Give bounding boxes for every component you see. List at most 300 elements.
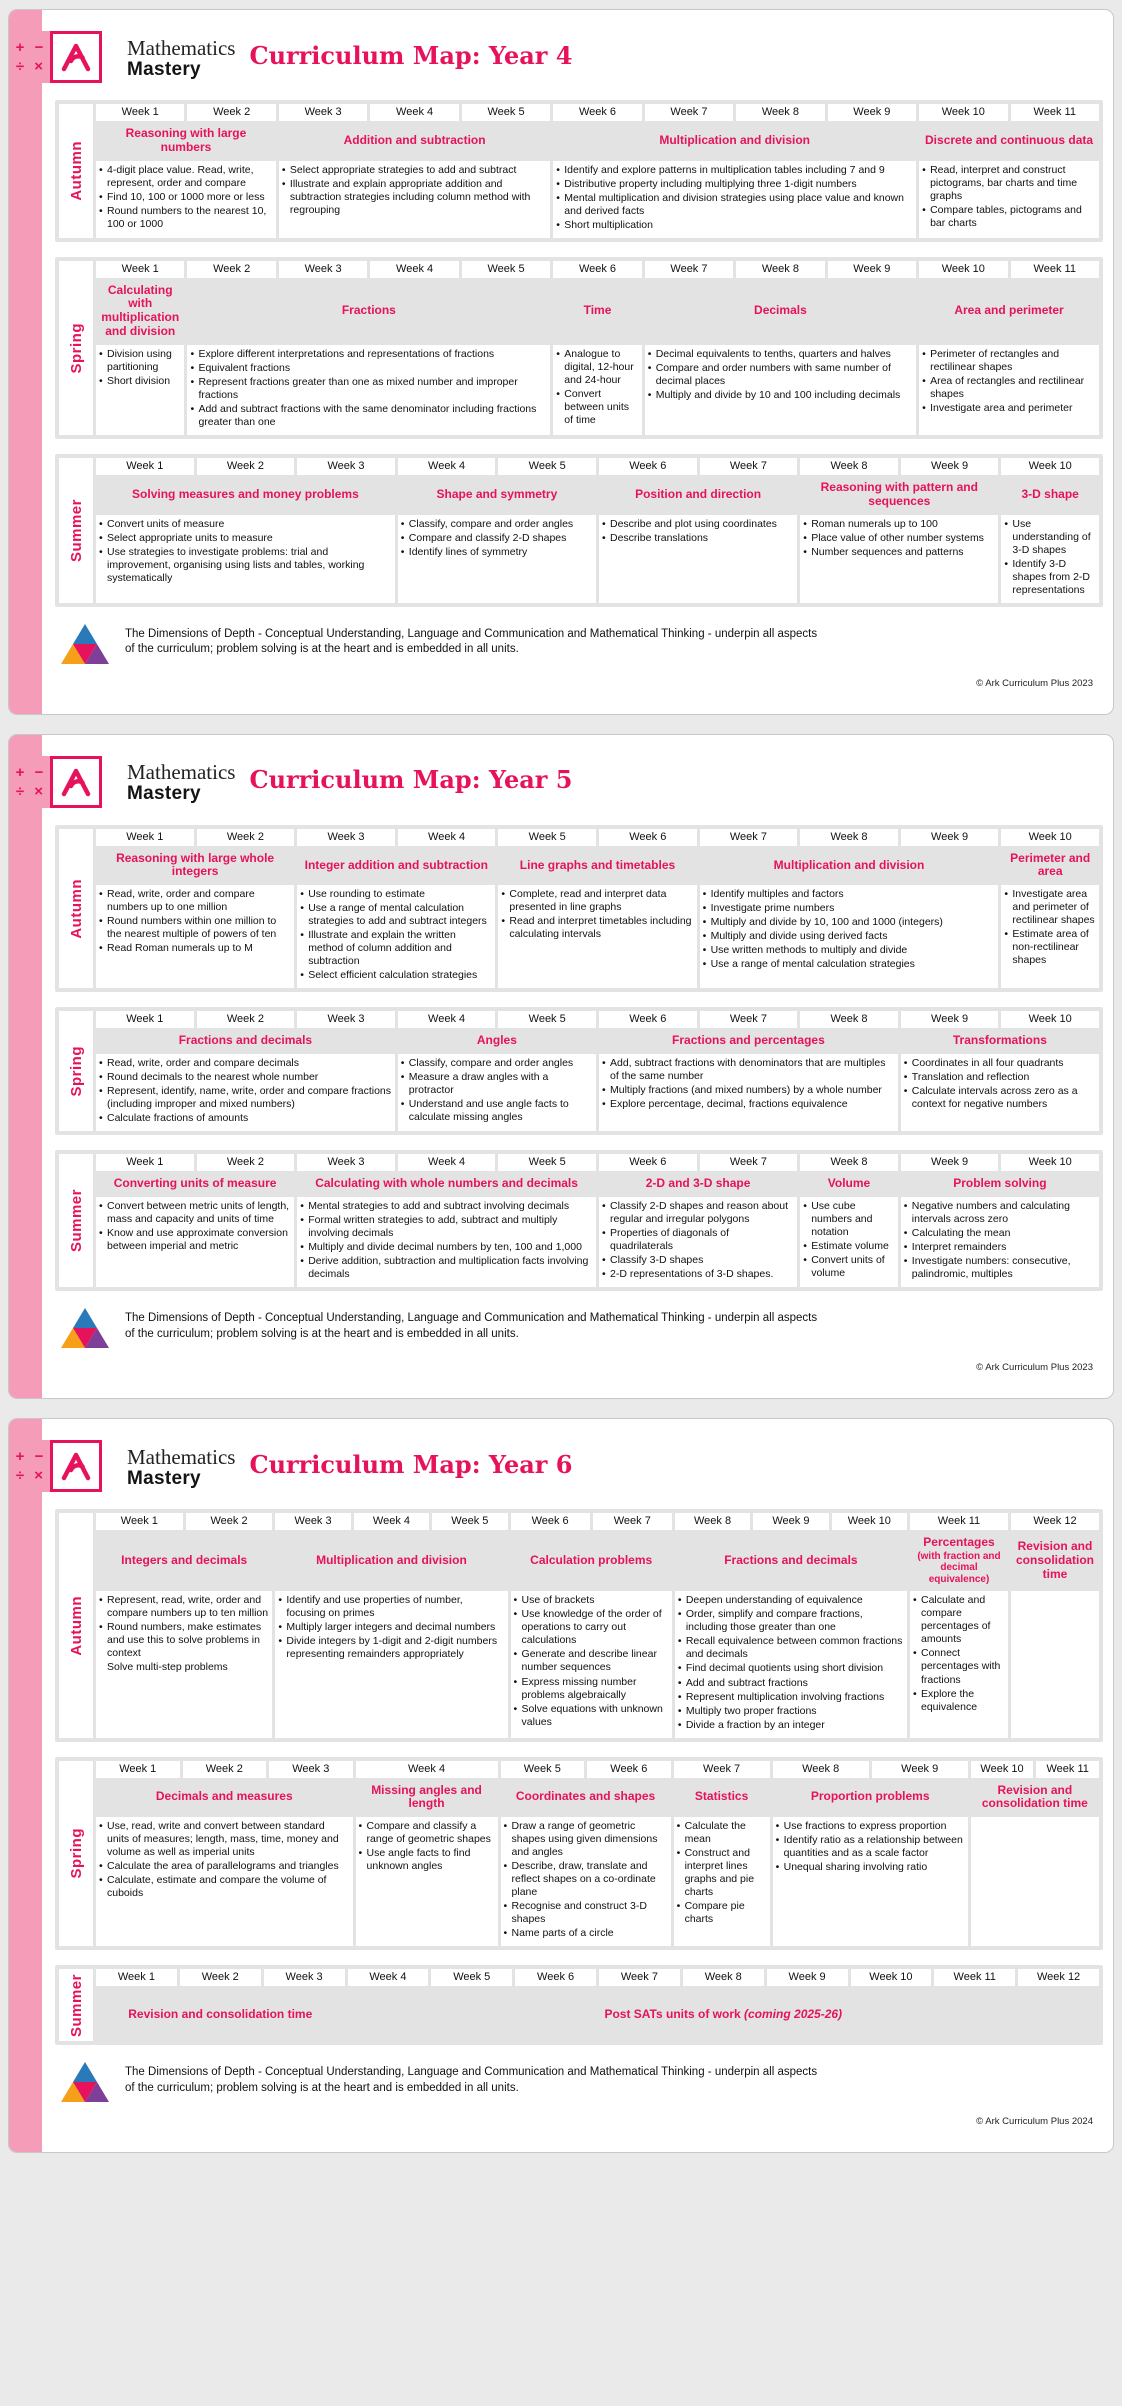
bullet-item: • Convert between metric units of length, mass and capacity and units of time <box>99 1200 291 1226</box>
bullet-item: • Calculating the mean <box>904 1227 1096 1240</box>
unit-content <box>498 885 696 988</box>
week-header: Week 2 <box>197 829 295 846</box>
week-header: Week 7 <box>674 1761 770 1778</box>
week-header: Week 3 <box>275 1513 350 1530</box>
unit-title <box>599 1174 797 1194</box>
unit-bullet-list <box>190 348 547 429</box>
bullet-item: • Complete, read and interpret data presented in line graphs <box>501 888 693 914</box>
unit-title-text: Reasoning with large whole integers <box>116 850 275 879</box>
ops-row-2: ÷ × <box>15 782 47 800</box>
unit-title <box>599 1031 898 1051</box>
bullet-item: • Investigate area and perimeter <box>922 402 1096 415</box>
unit-bullet-list <box>602 518 794 545</box>
week-header: Week 6 <box>599 1154 697 1171</box>
week-header: Week 4 <box>348 1969 429 1986</box>
bullet-item: • Use a range of mental calculation strategies <box>703 958 996 971</box>
footer-text: The Dimensions of Depth - Conceptual Understanding, Language and Communication and Mathematical Thinking - underpin all aspects of the curriculum; problem solving is at the heart and is embedded in all units. <box>125 2066 818 2094</box>
bullet-item: • Place value of other number systems <box>803 532 995 545</box>
bullet-item: • Use understanding of 3-D shapes <box>1004 518 1096 557</box>
bullet-item: • Calculate, estimate and compare the volume of cuboids <box>99 1874 350 1900</box>
bullet-item: • Illustrate and explain appropriate addition and subtraction strategies including column method with regrouping <box>282 178 547 217</box>
week-header: Week 6 <box>587 1761 671 1778</box>
unit-title <box>348 1989 1100 2041</box>
bullet-item: • Connect percentages with fractions <box>913 1647 1005 1686</box>
unit-title <box>800 478 998 512</box>
bullet-item: • Find 10, 100 or 1000 more or less <box>99 191 273 204</box>
unit-title-text: 2-D and 3-D shape <box>645 1176 751 1191</box>
unit-bullet-list <box>501 888 693 941</box>
unit-content <box>96 345 184 435</box>
card-header <box>15 743 1103 823</box>
unit-title-text: Revision and consolidation time <box>981 1782 1088 1811</box>
unit-content <box>501 1817 671 1946</box>
bullet-item: • Describe translations <box>602 532 794 545</box>
bullet-item: • Explore different interpretations and representations of fractions <box>190 348 547 361</box>
unit-title <box>297 849 495 883</box>
unit-title <box>297 1174 596 1194</box>
week-header: Week 8 <box>800 1011 898 1028</box>
unit-bullet-list <box>648 348 913 402</box>
bullet-item: • Explore the equivalence <box>913 1688 1005 1714</box>
triangle-blue <box>73 2062 97 2082</box>
term-autumn <box>55 100 1103 242</box>
unit-title <box>96 1533 272 1588</box>
bullet-item: • Interpret remainders <box>904 1241 1096 1254</box>
bullet-item: • Estimate volume <box>803 1240 895 1253</box>
unit-title-text: Calculating with multiplication and division <box>101 282 180 339</box>
season-label-text: Spring <box>67 322 85 374</box>
unit-content <box>96 161 276 238</box>
unit-bullet-list <box>99 1594 269 1674</box>
week-header: Week 5 <box>431 1969 512 1986</box>
week-header: Week 5 <box>432 1513 507 1530</box>
unit-content <box>773 1817 968 1946</box>
week-header: Week 3 <box>297 458 395 475</box>
bullet-item: • Express missing number problems algebraically <box>514 1676 669 1702</box>
term-spring <box>55 1007 1103 1135</box>
brand-mathematics: Mathematics <box>127 35 236 60</box>
bullet-item: • Mental multiplication and division strategies using place value and known and derived facts <box>556 192 913 218</box>
week-header: Week 10 <box>1001 829 1099 846</box>
brand-text <box>127 1445 235 1490</box>
bullet-item: • Know and use approximate conversion between imperial and metric <box>99 1227 291 1253</box>
week-header: Week 3 <box>297 1154 395 1171</box>
dimensions-of-depth-logo-icon <box>61 1306 109 1348</box>
unit-bullet-list <box>922 348 1096 415</box>
unit-title <box>398 1031 596 1051</box>
unit-title-text: Multiplication and division <box>773 857 925 872</box>
unit-bullet-list <box>904 1057 1096 1111</box>
unit-content <box>511 1591 672 1737</box>
card-accent-stripe <box>9 10 42 714</box>
unit-title <box>919 124 1099 158</box>
bullet-item: • Classify 3-D shapes <box>602 1254 794 1267</box>
bullet-item: • Number sequences and patterns <box>803 546 995 559</box>
unit-title-text: Integer addition and subtraction <box>304 857 488 872</box>
week-header: Week 2 <box>183 1761 267 1778</box>
unit-title-text: Problem solving <box>953 1176 1047 1191</box>
unit-title-text: Shape and symmetry <box>436 486 558 501</box>
unit-title-text: Decimals <box>754 303 807 318</box>
bullet-item: • Formal written strategies to add, subtract and multiply involving decimals <box>300 1214 593 1240</box>
bullet-item: • Recall equivalence between common fractions and decimals <box>678 1635 904 1661</box>
week-header: Week 4 <box>354 1513 429 1530</box>
bullet-item: • Round numbers to the nearest 10, 100 or 1000 <box>99 205 273 231</box>
bullet-item: • Investigate numbers: consecutive, palindromic, multiples <box>904 1255 1096 1281</box>
unit-bullet-list <box>99 164 273 231</box>
bullet-item: • Multiply and divide by 10 and 100 including decimals <box>648 389 913 402</box>
bullet-item: • Short multiplication <box>556 219 913 232</box>
page-title: Curriculum Map: Year 5 <box>249 765 573 795</box>
unit-bullet-list <box>602 1200 794 1281</box>
bullet-item: • Multiply and divide using derived facts <box>703 930 996 943</box>
unit-title-text: Proportion problems <box>810 1789 930 1804</box>
week-header: Week 1 <box>96 458 194 475</box>
page-title: Curriculum Map: Year 4 <box>249 40 573 70</box>
math-operations-icon <box>12 31 50 83</box>
unit-bullet-list <box>602 1057 895 1111</box>
week-header: Week 8 <box>800 1154 898 1171</box>
unit-title <box>674 1781 770 1815</box>
ark-logo-icon <box>50 1440 102 1492</box>
unit-content <box>1001 885 1099 988</box>
bullet-item: • Use knowledge of the order of operations to carry out calculations <box>514 1608 669 1647</box>
unit-title <box>279 124 550 158</box>
unit-title <box>96 478 395 512</box>
unit-content <box>356 1817 498 1946</box>
unit-title-text: Integers and decimals <box>121 1552 248 1567</box>
unit-title-text: Calculating with whole numbers and decimals <box>315 1176 578 1191</box>
unit-content <box>971 1817 1099 1946</box>
bullet-item: • Deepen understanding of equivalence <box>678 1594 904 1607</box>
week-header: Week 9 <box>901 1154 999 1171</box>
copyright: © Ark Curriculum Plus 2024 <box>976 2116 1093 2128</box>
bullet-item: • Equivalent fractions <box>190 362 547 375</box>
week-header: Week 6 <box>515 1969 596 1986</box>
week-header: Week 12 <box>1018 1969 1099 1986</box>
season-label-text: Autumn <box>67 878 85 939</box>
bullet-item: • Derive addition, subtraction and multiplication facts involving decimals <box>300 1255 593 1281</box>
week-header: Week 1 <box>96 104 184 121</box>
week-header: Week 11 <box>910 1513 1008 1530</box>
week-header: Week 1 <box>96 1011 194 1028</box>
week-header: Week 3 <box>297 829 395 846</box>
bullet-item: • Investigate area and perimeter of rectilinear shapes <box>1004 888 1096 927</box>
unit-bullet-list <box>677 1820 767 1926</box>
triangle-red <box>73 2082 97 2102</box>
bullet-item: • Round numbers within one million to the nearest multiple of powers of ten <box>99 915 291 941</box>
unit-title-text: Reasoning with pattern and sequences <box>820 479 978 508</box>
week-header: Week 7 <box>700 829 798 846</box>
week-header: Week 5 <box>501 1761 585 1778</box>
bullet-item: • Convert between units of time <box>556 388 638 427</box>
bullet-item: • Unequal sharing involving ratio <box>776 1861 965 1874</box>
week-header: Week 11 <box>934 1969 1015 1986</box>
unit-content <box>96 1197 294 1287</box>
unit-title <box>910 1533 1008 1588</box>
bullet-item: • Select appropriate units to measure <box>99 532 392 545</box>
week-header: Week 7 <box>700 1011 798 1028</box>
unit-bullet-list <box>99 1200 291 1253</box>
unit-title-text: Multiplication and division <box>659 132 810 147</box>
bullet-item: • Divide a fraction by an integer <box>678 1719 904 1732</box>
week-header: Week 10 <box>1001 1011 1099 1028</box>
triangle-blue <box>73 1308 97 1328</box>
unit-bullet-list <box>1004 888 1096 967</box>
unit-title-text: Decimals and measures <box>155 1789 293 1804</box>
week-header: Week 9 <box>901 458 999 475</box>
week-header: Week 7 <box>599 1969 680 1986</box>
card-accent-stripe <box>9 735 42 1398</box>
brand-mastery: Mastery <box>127 783 201 805</box>
week-header: Week 2 <box>197 458 295 475</box>
bullet-item: • Roman numerals up to 100 <box>803 518 995 531</box>
bullet-item: • Add and subtract fractions with the same denominator including fractions greater than one <box>190 403 547 429</box>
unit-content <box>398 1054 596 1131</box>
week-header: Week 3 <box>279 261 367 278</box>
week-header: Week 12 <box>1011 1513 1099 1530</box>
week-header: Week 4 <box>370 261 458 278</box>
unit-title <box>700 849 999 883</box>
bullet-item: • Coordinates in all four quadrants <box>904 1057 1096 1070</box>
unit-bullet-list <box>300 888 492 982</box>
unit-content <box>187 345 550 435</box>
unit-content <box>553 345 641 435</box>
unit-content <box>96 515 395 603</box>
unit-bullet-list <box>913 1594 1005 1713</box>
bullet-item: • Draw a range of geometric shapes using given dimensions and angles <box>504 1820 668 1859</box>
unit-title <box>919 281 1099 342</box>
bullet-item: • Perimeter of rectangles and rectilinear shapes <box>922 348 1096 374</box>
week-header: Week 6 <box>553 104 641 121</box>
unit-bullet-list <box>99 348 181 388</box>
week-header: Week 9 <box>901 1011 999 1028</box>
unit-bullet-list <box>514 1594 669 1728</box>
unit-bullet-list <box>1004 518 1096 597</box>
bullet-item: • Compare pie charts <box>677 1900 767 1926</box>
unit-bullet-list <box>401 518 593 559</box>
triangle-blue <box>73 624 97 644</box>
term-summer <box>55 454 1103 607</box>
bullet-item: • 4-digit place value. Read, write, represent, order and compare <box>99 164 273 190</box>
unit-title-text: Transformations <box>952 1033 1047 1048</box>
bullet-item: • Identify lines of symmetry <box>401 546 593 559</box>
unit-content <box>800 1197 898 1287</box>
unit-title <box>1011 1533 1099 1588</box>
week-header: Week 10 <box>832 1513 907 1530</box>
week-header: Week 11 <box>1011 104 1099 121</box>
week-header: Week 5 <box>498 1154 596 1171</box>
brand-mastery: Mastery <box>127 58 201 80</box>
bullet-item: • Decimal equivalents to tenths, quarters and halves <box>648 348 913 361</box>
season-label-text: Spring <box>67 1046 85 1097</box>
week-header: Week 3 <box>264 1969 345 1986</box>
week-header: Week 8 <box>800 829 898 846</box>
bullet-item: • Add and subtract fractions <box>678 1677 904 1690</box>
unit-content <box>1001 515 1099 603</box>
unit-content <box>96 1817 353 1946</box>
week-header: Week 6 <box>511 1513 590 1530</box>
bullet-item: • Explore percentage, decimal, fractions equivalence <box>602 1098 895 1111</box>
season-label-text: Summer <box>67 1973 85 2037</box>
unit-content <box>553 161 916 238</box>
unit-title-text: Line graphs and timetables <box>519 857 676 872</box>
bullet-item: • Calculate the area of parallelograms and triangles <box>99 1860 350 1873</box>
season-label <box>59 104 93 238</box>
unit-bullet-list <box>282 164 547 217</box>
week-header: Week 8 <box>675 1513 750 1530</box>
card-footer <box>55 622 1103 708</box>
bullet-item: • Read, write, order and compare numbers up to one million <box>99 888 291 914</box>
unit-content <box>96 885 294 988</box>
unit-title <box>96 281 184 342</box>
brand-text <box>127 760 235 805</box>
season-label-text: Spring <box>67 1828 85 1879</box>
unit-title <box>901 1174 1099 1194</box>
ops-row-2: ÷ × <box>15 1467 47 1485</box>
unit-title-text: Fractions and decimals <box>724 1552 858 1567</box>
unit-bullet-list <box>99 1057 392 1125</box>
week-header: Week 9 <box>872 1761 968 1778</box>
term-spring <box>55 1757 1103 1951</box>
bullet-item: • Investigate prime numbers <box>703 902 996 915</box>
unit-title <box>187 281 550 342</box>
year-card <box>8 734 1114 1399</box>
bullet-item: • Convert units of volume <box>803 1254 895 1280</box>
week-header: Week 10 <box>1001 1154 1099 1171</box>
bullet-item: • Use cube numbers and notation <box>803 1200 895 1239</box>
triangle-row <box>61 2082 109 2102</box>
bullet-item: • Identify and use properties of number, focusing on primes <box>278 1594 504 1620</box>
bullet-item: • Represent fractions greater than one as mixed number and improper fractions <box>190 376 547 402</box>
unit-title-italic: (coming 2025-26) <box>744 2007 843 2022</box>
week-header: Week 7 <box>645 104 733 121</box>
brand-text <box>127 36 235 81</box>
unit-title-text: Missing angles and length <box>371 1782 482 1811</box>
unit-bullet-list <box>703 888 996 971</box>
unit-title <box>1001 849 1099 883</box>
bullet-item: • Mental strategies to add and subtract involving decimals <box>300 1200 593 1213</box>
week-header: Week 4 <box>398 1011 496 1028</box>
week-header: Week 7 <box>700 458 798 475</box>
unit-title <box>645 281 916 342</box>
bullet-item: • Identify multiples and factors <box>703 888 996 901</box>
week-header: Week 7 <box>645 261 733 278</box>
triangle-row <box>61 644 109 664</box>
unit-content <box>96 1591 272 1737</box>
week-header: Week 4 <box>370 104 458 121</box>
bullet-item: • Use of brackets <box>514 1594 669 1607</box>
unit-bullet-list <box>556 348 638 427</box>
bullet-item: • Compare and classify 2-D shapes <box>401 532 593 545</box>
week-header: Week 10 <box>919 104 1007 121</box>
bullet-item: • Use a range of mental calculation strategies to add and subtract integers <box>300 902 492 928</box>
math-operations-icon <box>12 1440 50 1492</box>
bullet-item: • Analogue to digital, 12-hour and 24-hour <box>556 348 638 387</box>
season-label <box>59 829 93 989</box>
bullet-item: • Read, write, order and compare decimals <box>99 1057 392 1070</box>
unit-content <box>645 345 916 435</box>
math-operations-icon <box>12 756 50 808</box>
bullet-item: • Represent, identify, name, write, order and compare fractions (including improper and mixed numbers) <box>99 1085 392 1111</box>
week-header: Week 3 <box>269 1761 353 1778</box>
unit-title-text: Fractions <box>341 303 396 318</box>
week-header: Week 10 <box>919 261 1007 278</box>
bullet-item: • Calculate fractions of amounts <box>99 1112 392 1125</box>
week-header: Week 4 <box>398 829 496 846</box>
bullet-item: • Calculate and compare percentages of amounts <box>913 1594 1005 1646</box>
week-header: Week 10 <box>1001 458 1099 475</box>
week-header: Week 6 <box>599 458 697 475</box>
unit-content <box>297 885 495 988</box>
bullet-item: • Multiply larger integers and decimal numbers <box>278 1621 504 1634</box>
bullet-item: • Convert units of measure <box>99 518 392 531</box>
bullet-item: • Recognise and construct 3-D shapes <box>504 1900 668 1926</box>
week-header: Week 11 <box>1036 1761 1099 1778</box>
week-header: Week 4 <box>398 458 496 475</box>
card-header <box>15 18 1103 98</box>
brand-mathematics: Mathematics <box>127 760 236 785</box>
unit-title <box>96 1989 345 2041</box>
season-label-text: Summer <box>67 1189 85 1253</box>
bullet-item: • Use written methods to multiply and divide <box>703 944 996 957</box>
unit-subtitle: (with fraction and decimal equivalence) <box>917 1550 1001 1585</box>
unit-content <box>910 1591 1008 1737</box>
unit-title-text: Converting units of measure <box>113 1176 277 1191</box>
bullet-item: • Multiply and divide by 10, 100 and 1000 (integers) <box>703 916 996 929</box>
term-summer <box>55 1150 1103 1291</box>
unit-title-text: Addition and subtraction <box>343 132 486 147</box>
bullet-item: • Understand and use angle facts to calculate missing angles <box>401 1098 593 1124</box>
bullet-item: • Compare tables, pictograms and bar charts <box>922 204 1096 230</box>
bullet-item: • Properties of diagonals of quadrilaterals <box>602 1227 794 1253</box>
ops-row-2: ÷ × <box>15 58 47 75</box>
unit-bullet-list <box>776 1820 965 1874</box>
season-label <box>59 1513 93 1737</box>
card-header <box>15 1427 1103 1507</box>
unit-bullet-list <box>904 1200 1096 1281</box>
unit-title <box>773 1781 968 1815</box>
bullet-item: • Calculate the mean <box>677 1820 767 1846</box>
unit-content <box>96 1054 395 1131</box>
term-autumn <box>55 825 1103 993</box>
bullet-item: • Compare and classify a range of geometric shapes <box>359 1820 495 1846</box>
unit-content <box>674 1817 770 1946</box>
bullet-item: • Select efficient calculation strategies <box>300 969 492 982</box>
unit-title-text: Time <box>583 303 612 318</box>
year-card <box>8 9 1114 715</box>
copyright: © Ark Curriculum Plus 2023 <box>976 1362 1093 1374</box>
unit-title-text: Fractions and decimals <box>178 1033 313 1048</box>
unit-content <box>279 161 550 238</box>
unit-title-text: Revision and consolidation time <box>128 2007 313 2022</box>
week-header: Week 8 <box>736 261 824 278</box>
week-header: Week 8 <box>683 1969 764 1986</box>
bullet-item: • Distributive property including multiplying three 1-digit numbers <box>556 178 913 191</box>
week-header: Week 2 <box>186 1513 273 1530</box>
unit-content <box>800 515 998 603</box>
week-header: Week 7 <box>700 1154 798 1171</box>
unit-title-text: Perimeter and area <box>1010 850 1091 879</box>
brand-logo <box>12 1440 102 1492</box>
unit-title <box>553 124 916 158</box>
unit-title <box>498 849 696 883</box>
bullet-item: • Use rounding to estimate <box>300 888 492 901</box>
unit-content <box>599 515 797 603</box>
bullet-item: • Use, read, write and convert between standard units of measures; length, mass, time, money and volume as well as imperial units <box>99 1820 350 1859</box>
week-header: Week 1 <box>96 1969 177 1986</box>
unit-title <box>553 281 641 342</box>
